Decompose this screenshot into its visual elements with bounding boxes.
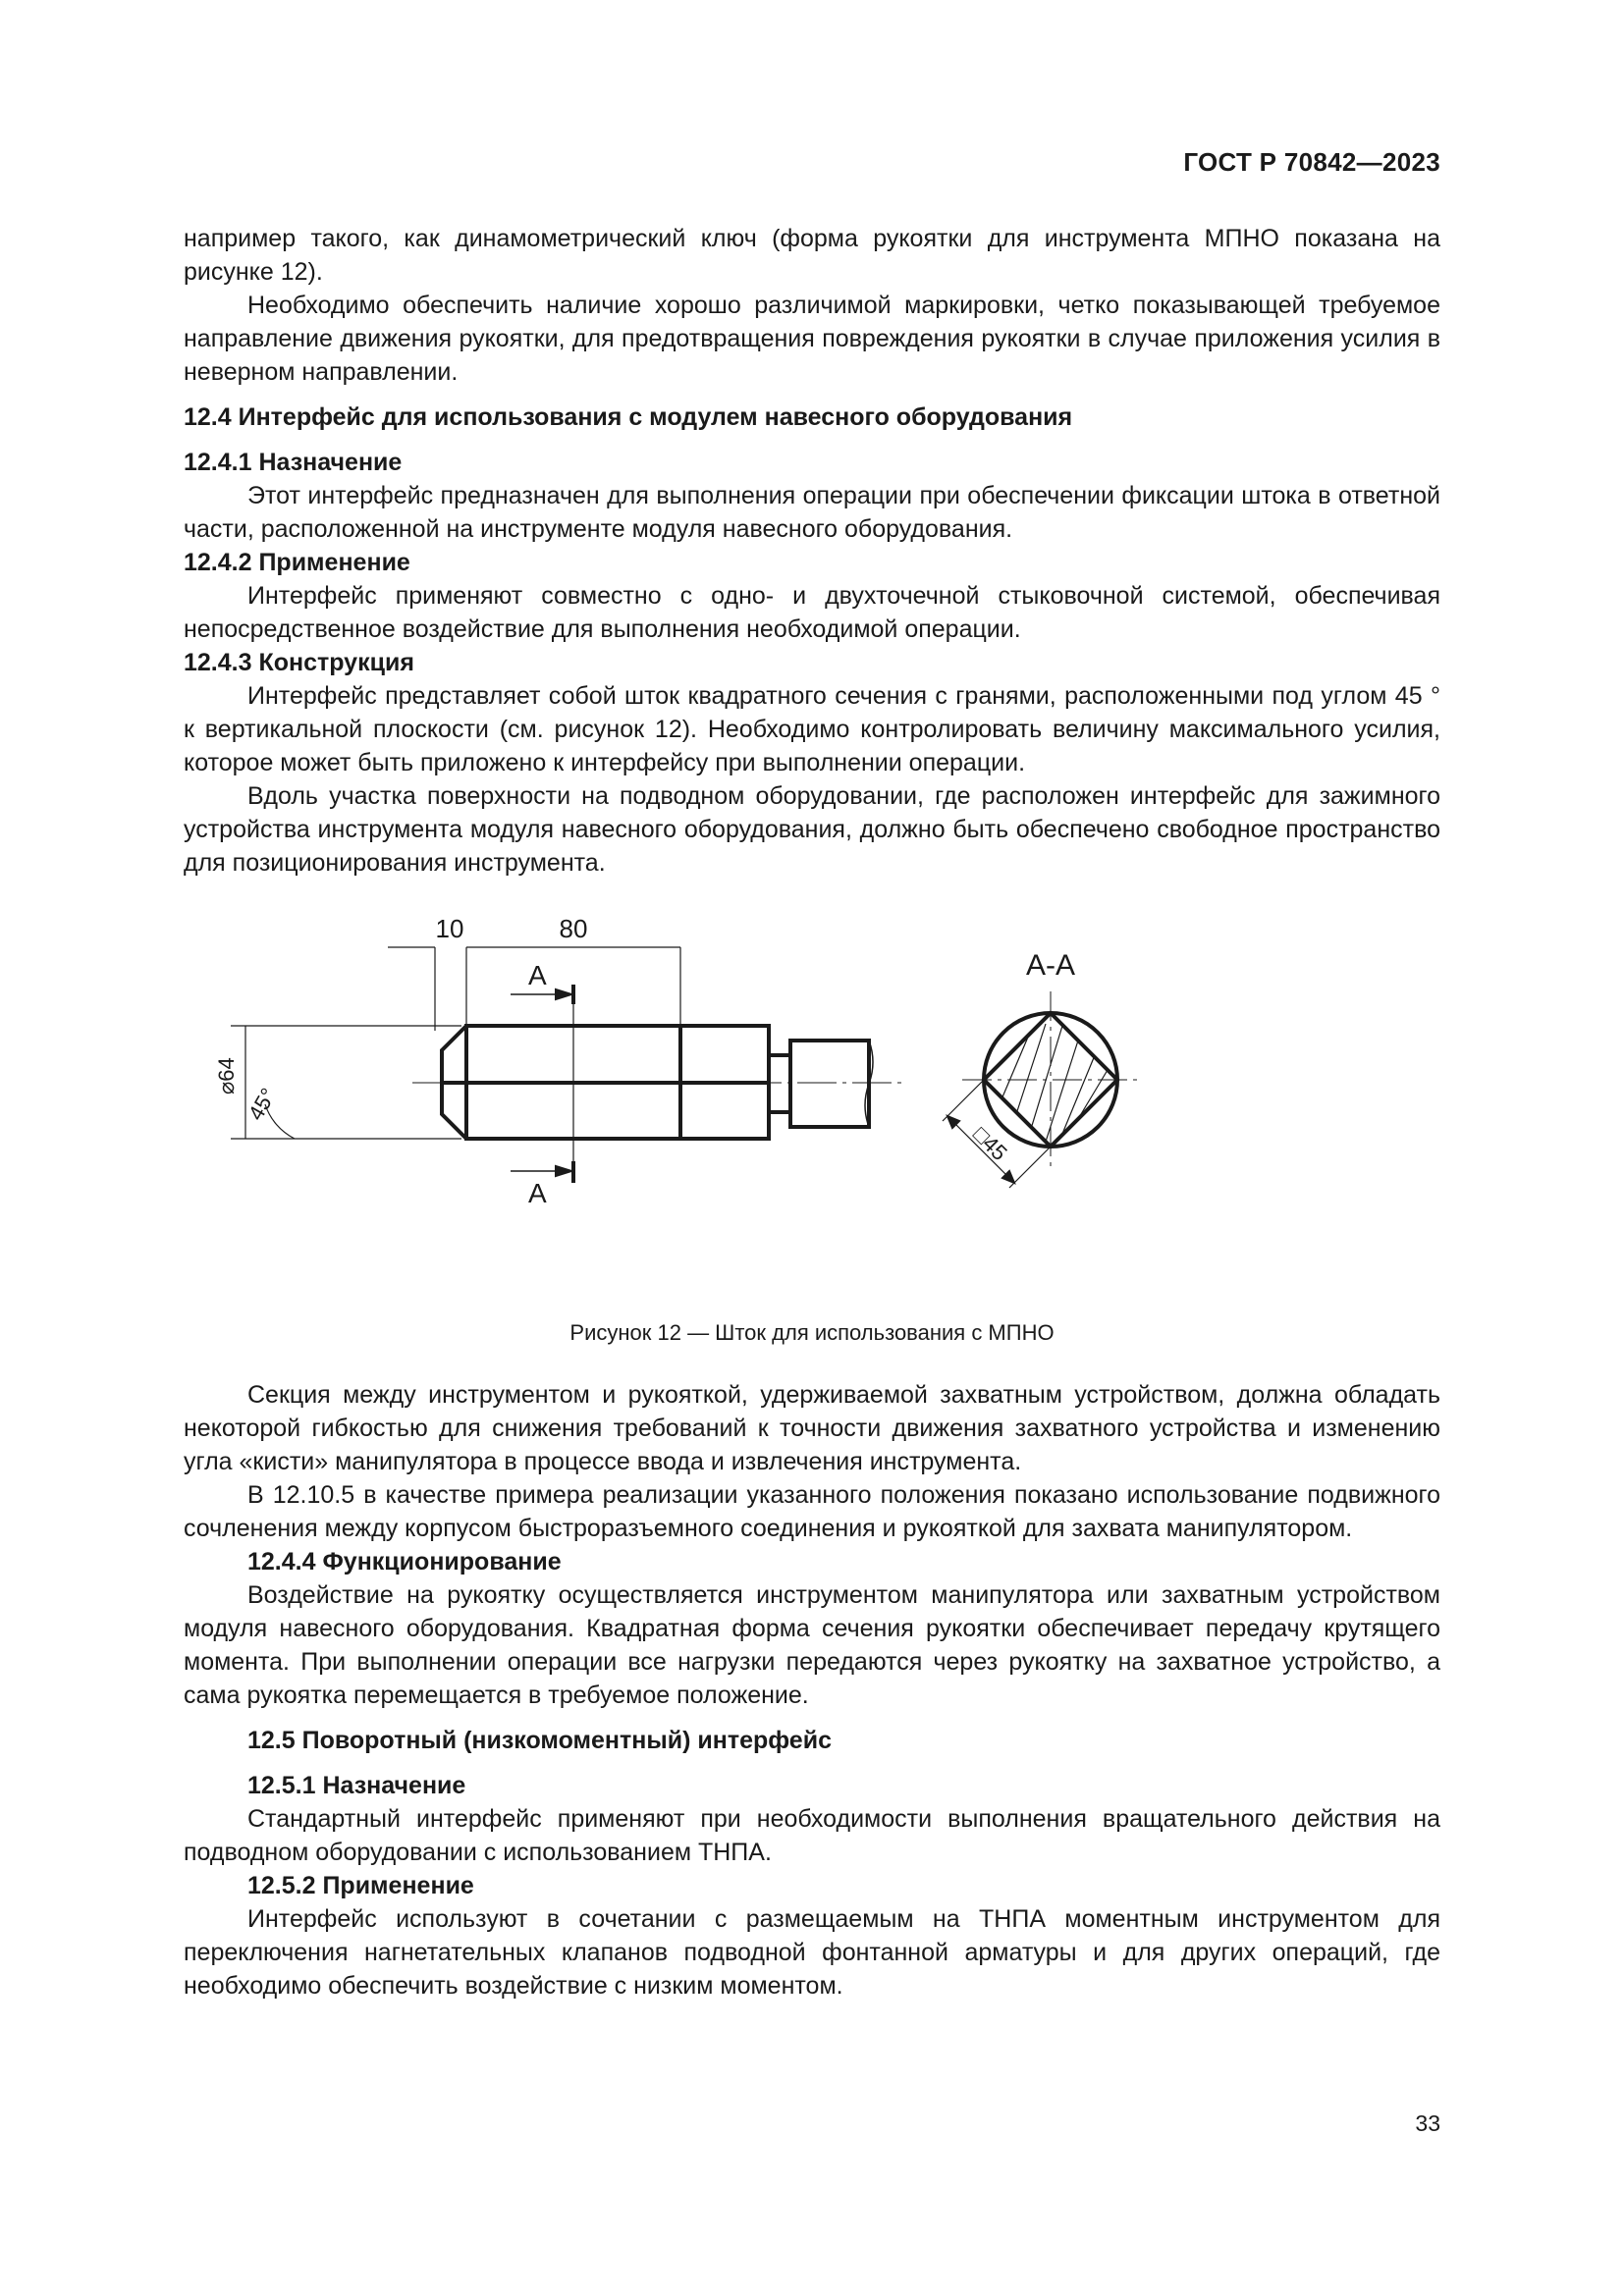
dim-angle-label: 45° [243, 1084, 281, 1125]
section-heading-12-4: 12.4 Интерфейс для использования с модулем навесного оборудования [184, 403, 1073, 431]
main-text-block [184, 222, 1440, 880]
paragraph: Интерфейс используют в сочетании с размещаемым на ТНПА моментным инструментом для переключения нагнетательных клапанов подводной фонтанной арматуры и для других операций, где необходимо обеспечить воздействие с низким моментом. [184, 1905, 1440, 2000]
section-a-top-label: А [528, 960, 547, 990]
dim-diameter-label: ⌀64 [214, 1057, 239, 1095]
paragraph: Этот интерфейс предназначен для выполнения операции при обеспечении фиксации штока в ответной части, расположенной на инструменте модуля навесного оборудования. [184, 482, 1440, 543]
paragraph: Необходимо обеспечить наличие хорошо различимой маркировки, четко показывающей требуемое направление движения рукоятки, для предотвращения повреждения рукоятки в случае приложения усилия в неверном направлении. [184, 292, 1440, 386]
subsection-heading: 12.4.2 Применение [184, 549, 410, 576]
subsection-heading: 12.5.2 Применение [247, 1872, 474, 1899]
page-number: 33 [1415, 2110, 1440, 2136]
dim-square-label: □45 [968, 1121, 1012, 1166]
section-aa-label: А-А [1025, 949, 1076, 982]
dim-80-label: 80 [559, 914, 588, 943]
paragraph: Стандартный интерфейс применяют при необходимости выполнения вращательного действия на подводном оборудовании с использованием ТНПА. [184, 1805, 1440, 1866]
subsection-heading: 12.4.4 Функционирование [247, 1548, 562, 1575]
dim-10-label: 10 [435, 914, 464, 943]
paragraph: Вдоль участка поверхности на подводном оборудовании, где расположен интерфейс для зажимного устройства инструмента модуля навесного оборудования, должно быть обеспечено свободное пространство для позиционирования инструмента. [184, 782, 1440, 877]
subsection-heading: 12.4.3 Конструкция [184, 649, 414, 676]
paragraph: Интерфейс представляет собой шток квадратного сечения с гранями, расположенными под углом 45 ° к вертикальной плоскости (см. рисунок 12). Необходимо контролировать величину максимального усилия, которое может быть приложено к интерфейсу при выполнении операции. [184, 682, 1440, 776]
main-text-block-2 [184, 1378, 1440, 2002]
standard-code-header: ГОСТ Р 70842—2023 [1183, 147, 1440, 177]
paragraph: Интерфейс применяют совместно с одно- и двухточечной стыковочной системой, обеспечивая непосредственное воздействие для выполнения необходимой операции. [184, 582, 1440, 643]
figure-12-drawing [214, 908, 1267, 1301]
paragraph: Секция между инструментом и рукояткой, удерживаемой захватным устройством, должна обладать некоторой гибкостью для снижения требований к точности движения захватного устройства и изменению угла «кисти» манипулятора в процессе ввода и извлечения инструмента. [184, 1381, 1440, 1475]
figure-caption: Рисунок 12 — Шток для использования с МПНО [569, 1320, 1055, 1345]
paragraph: В 12.10.5 в качестве примера реализации указанного положения показано использование подвижного сочленения между корпусом быстроразъемного соединения и рукояткой для захвата манипулятором. [184, 1481, 1440, 1542]
paragraph: Воздействие на рукоятку осуществляется инструментом манипулятора или захватным устройством модуля навесного оборудования. Квадратная форма сечения рукоятки обеспечивает передачу крутящего момента. При выполнении операции все нагрузки передаются через рукоятку на захватное устройство, а сама рукоятка перемещается в требуемое положение. [184, 1581, 1440, 1709]
subsection-heading: 12.5.1 Назначение [247, 1772, 466, 1799]
section-heading-12-5: 12.5 Поворотный (низкомоментный) интерфейс [247, 1727, 832, 1754]
paragraph: например такого, как динамометрический ключ (форма рукоятки для инструмента МПНО показана на рисунке 12). [184, 225, 1440, 286]
section-a-bottom-label: А [528, 1178, 547, 1208]
subsection-heading: 12.4.1 Назначение [184, 449, 403, 476]
